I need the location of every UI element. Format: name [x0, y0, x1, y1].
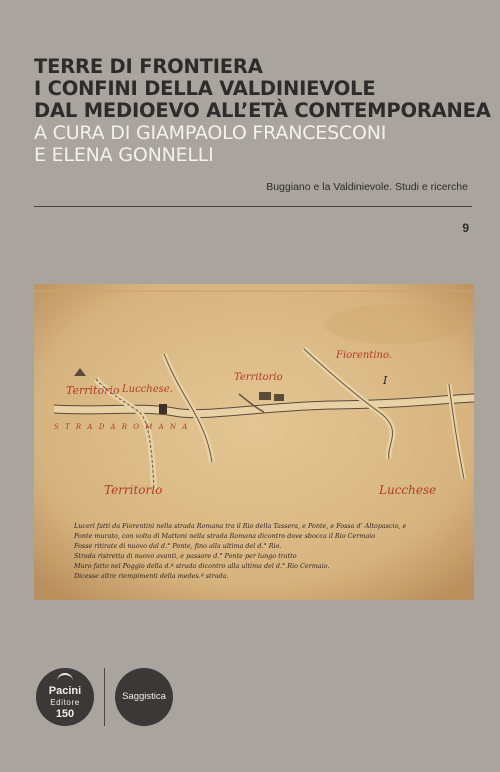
- pacini-anniversary: 150: [55, 708, 75, 720]
- building-2: [274, 394, 284, 401]
- collection-label: Saggistica: [122, 691, 166, 702]
- title-block: [34, 55, 491, 166]
- map-label-territorio-bottom: Territorio: [104, 483, 163, 497]
- map-fold: [34, 290, 474, 292]
- cover-map-image: [34, 284, 474, 600]
- crest-icon: [57, 673, 73, 684]
- editor-line-1: A CURA DI GIAMPAOLO FRANCESCONI: [34, 122, 387, 144]
- saggistica-logo: [115, 668, 173, 726]
- map-label-territorio-mid: Territorio: [234, 372, 283, 383]
- editor-line-2: E ELENA GONNELLI: [34, 144, 214, 166]
- map-label-territorio-left: Territorio: [66, 384, 120, 397]
- map-caption-line-4: Strada ristretta di nuovo avanti, e passare d.° Ponte per lungo tratto: [74, 552, 297, 560]
- map-caption-line-3: Fosse ritirate di nuovo dal d.° Ponte, fino alla ultima del d.° Rio.: [74, 542, 282, 550]
- map-mark: I: [383, 374, 388, 387]
- volume-number: 9: [462, 221, 469, 235]
- map-label-lucchese-top: Lucchese.: [122, 384, 173, 395]
- title-line-3: DAL MEDIOEVO ALL’ETÀ CONTEMPORANEA: [34, 99, 491, 122]
- pacini-name: Pacini: [48, 685, 82, 697]
- map-caption-line-5: Muro fatto nel Poggio della d.ª strada dicontro alla ultima del d.° Rio Cermaio.: [74, 562, 330, 570]
- map-label-fiorentino: Fiorentino.: [336, 350, 392, 361]
- pacini-logo: [36, 668, 94, 726]
- map-label-strada: S T R A D A R O M A N A: [54, 423, 190, 431]
- title-line-2: I CONFINI DELLA VALDINIEVOLE: [34, 77, 376, 100]
- publisher-logos: [36, 668, 186, 728]
- map-caption-line-2: Ponte murato, con volta di Mattoni nella strada Romana dicontro dove sbocca il Rio Cermaio: [74, 532, 376, 540]
- map-caption-line-6: Dicesse altre riempimenti della medes.ª strada.: [74, 572, 229, 580]
- title-line-1: TERRE DI FRONTIERA: [34, 55, 263, 78]
- map-caption-line-1: Lucerì fatti da Fiorentini nella strada Romana tra il Rio della Tassera, e Ponte, e Fossa d’ Altopascio, e: [74, 522, 407, 530]
- logo-divider: [104, 668, 105, 726]
- series-title: Buggiano e la Valdinievole. Studi e ricerche: [266, 181, 468, 193]
- bridge-marker: [159, 404, 167, 414]
- map-label-lucchese-bottom: Lucchese: [379, 483, 437, 497]
- divider-rule: [34, 206, 472, 207]
- map-stain: [324, 304, 464, 344]
- pacini-sub: Editore: [50, 698, 80, 707]
- building-1: [259, 392, 271, 400]
